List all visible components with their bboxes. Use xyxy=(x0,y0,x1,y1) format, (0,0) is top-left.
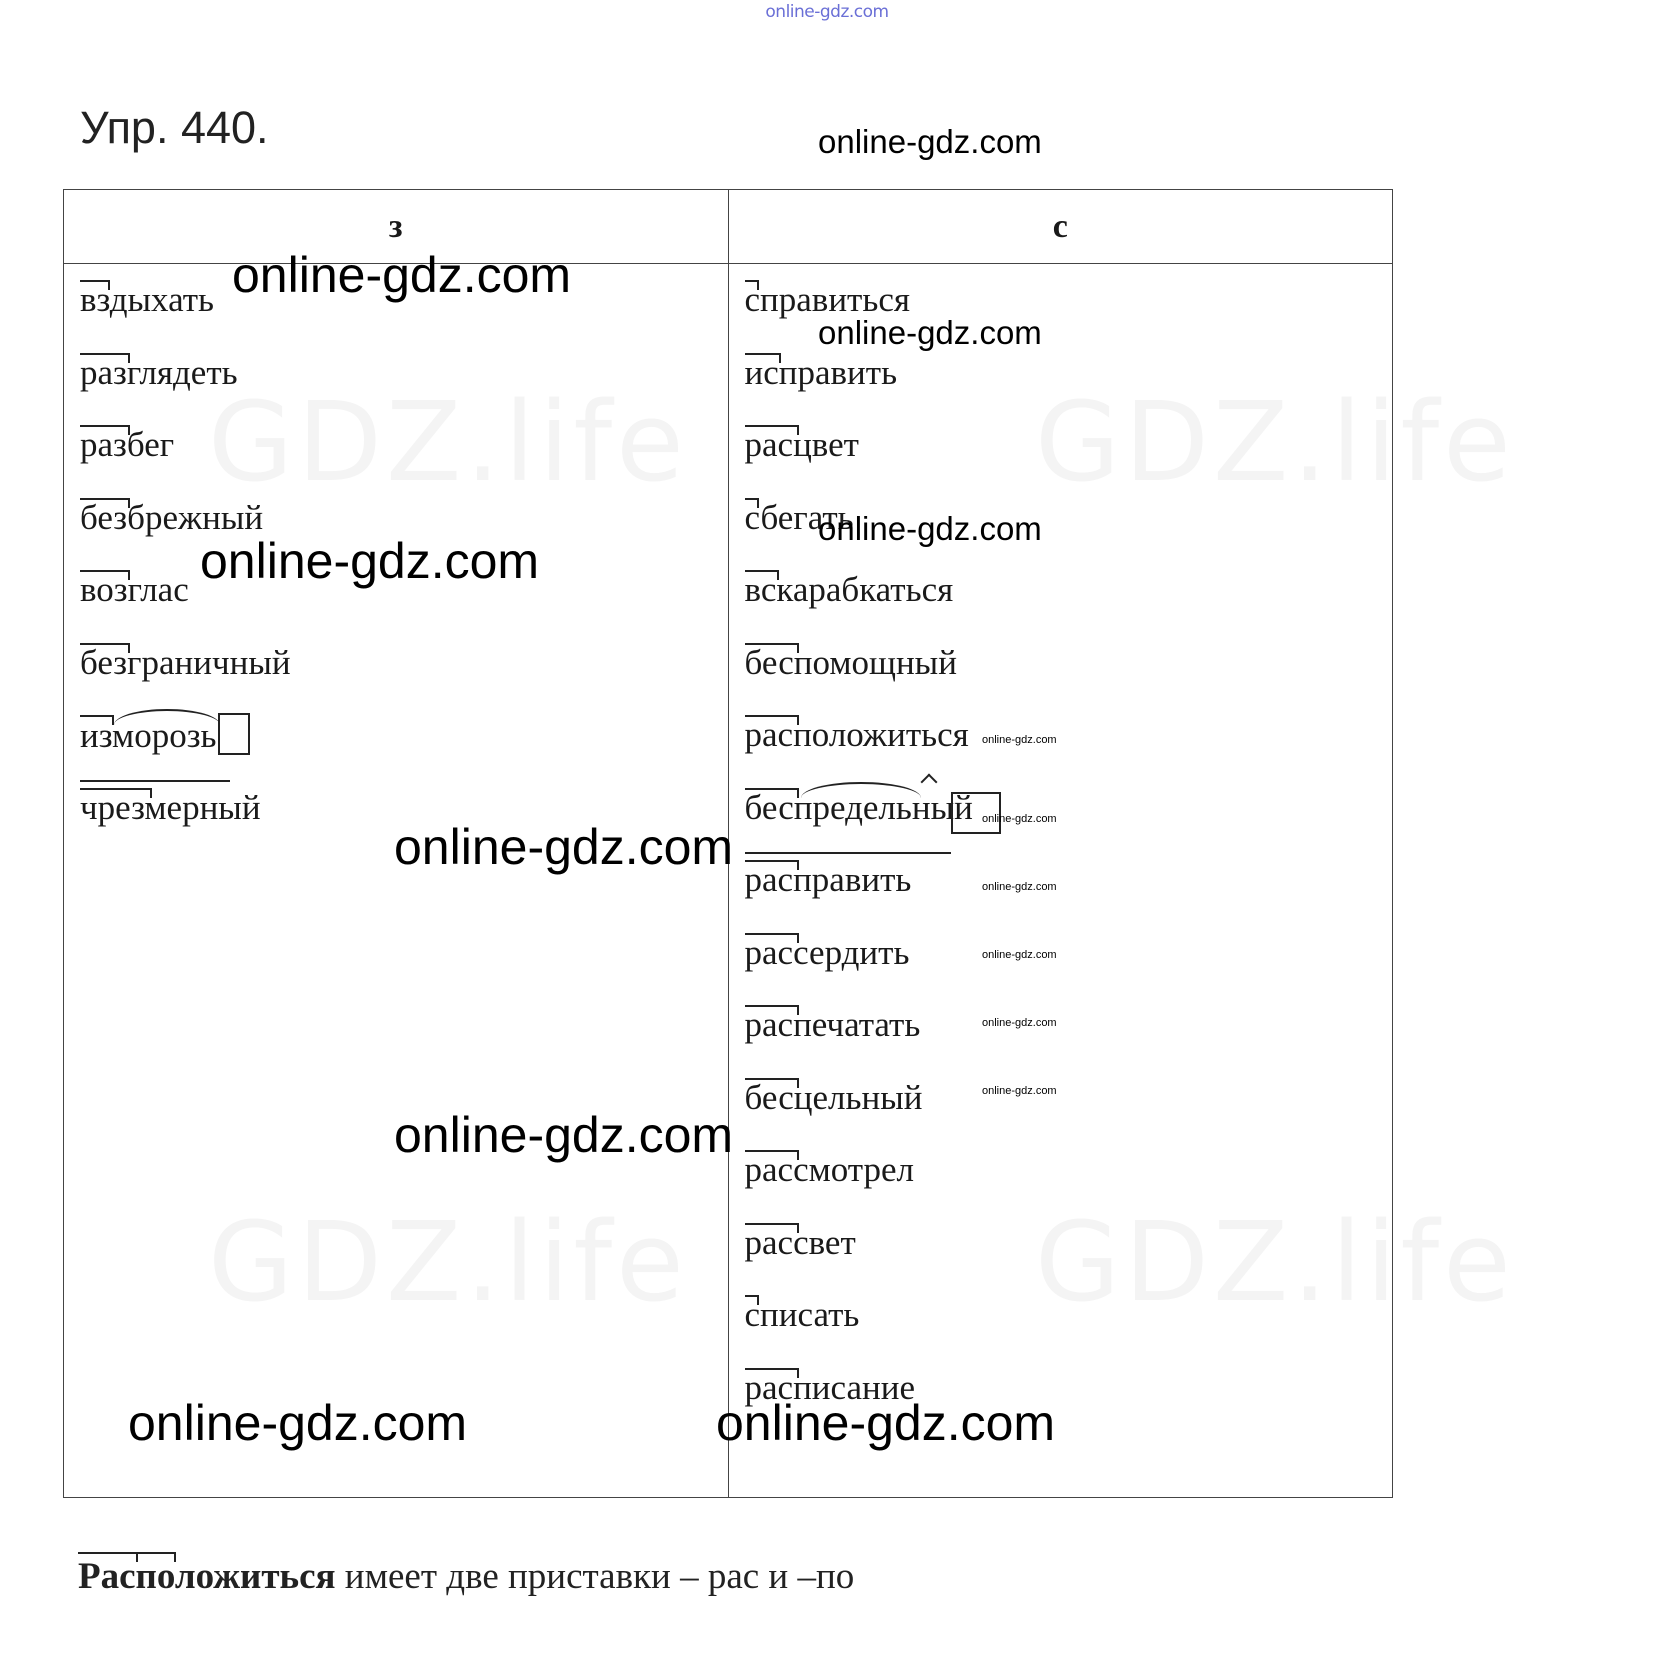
prefix-mark xyxy=(745,860,799,870)
prefix-mark xyxy=(138,1552,176,1562)
word: бесцельный xyxy=(744,1077,923,1117)
word: беспомощный xyxy=(744,642,957,682)
prefix-mark xyxy=(745,1005,799,1015)
prefix-mark xyxy=(745,1368,799,1378)
prefix-mark xyxy=(80,353,130,363)
word: распечатать xyxy=(744,1005,921,1044)
prefix-mark xyxy=(745,498,759,508)
list-item xyxy=(745,1293,1393,1366)
word: изморозь xyxy=(80,716,217,755)
word: разглядеть xyxy=(80,352,238,392)
list-item xyxy=(745,858,1393,931)
list-item xyxy=(80,713,728,786)
watermark: online-gdz.com xyxy=(394,819,734,875)
watermark: online-gdz.com xyxy=(982,949,1057,961)
word: безграничный xyxy=(80,642,291,682)
list-item xyxy=(745,786,1393,859)
top-watermark: online-gdz.com xyxy=(765,2,889,22)
word: рассердить xyxy=(744,932,910,972)
ghost-watermark: GDZ.life xyxy=(1035,1198,1515,1326)
word: возглас xyxy=(80,570,189,609)
column-header-z: з xyxy=(64,190,729,264)
word: безбрежный xyxy=(80,497,264,537)
word: чрезмерный xyxy=(80,787,261,827)
word: расцвет xyxy=(744,425,859,464)
word: исправить xyxy=(744,352,898,392)
word: рассвет xyxy=(744,1222,856,1262)
word: списать xyxy=(744,1295,860,1334)
stem-underline xyxy=(745,852,951,854)
prefix-mark xyxy=(745,643,799,653)
word: разбег xyxy=(80,425,175,464)
watermark: online-gdz.com xyxy=(982,1017,1057,1029)
word: вздыхать xyxy=(80,280,214,319)
watermark: online-gdz.com xyxy=(982,881,1057,893)
watermark: online-gdz.com xyxy=(200,533,540,589)
ghost-watermark: GDZ.life xyxy=(208,378,688,506)
prefix-mark xyxy=(80,788,152,798)
list-item xyxy=(745,1221,1393,1294)
ending-box xyxy=(218,713,250,755)
word: вскарабкаться xyxy=(744,570,954,609)
watermark: online-gdz.com xyxy=(982,734,1057,746)
prefix-mark xyxy=(745,1295,759,1305)
ghost-watermark: GDZ.life xyxy=(208,1198,688,1326)
prefix-mark xyxy=(80,643,130,653)
watermark: online-gdz.com xyxy=(818,510,1042,547)
list-item xyxy=(745,423,1393,496)
prefix-mark xyxy=(745,425,799,435)
list-item xyxy=(745,568,1393,641)
watermark: online-gdz.com xyxy=(818,123,1042,160)
word: рассмотрел xyxy=(744,1150,915,1189)
word: справиться xyxy=(744,280,910,319)
watermark: online-gdz.com xyxy=(716,1395,1056,1451)
prefix-mark xyxy=(745,788,799,798)
watermark: online-gdz.com xyxy=(982,1085,1057,1097)
word: сбегать xyxy=(744,497,854,537)
prefix-mark xyxy=(745,1150,799,1160)
prefix-mark xyxy=(745,280,759,290)
conclusion-bold-word xyxy=(78,1556,336,1597)
list-item xyxy=(745,1076,1393,1149)
column-s-list xyxy=(729,264,1393,1438)
conclusion-text xyxy=(78,1555,854,1598)
prefix-mark xyxy=(745,1223,799,1233)
column-z-cell xyxy=(64,264,729,1498)
prefix-mark xyxy=(78,1552,138,1562)
word: беспредельный xyxy=(744,787,973,827)
prefix-mark xyxy=(80,280,110,290)
prefix-mark xyxy=(80,570,130,580)
word: расписание xyxy=(744,1367,916,1407)
prefix-mark xyxy=(745,1078,799,1088)
stem-underline xyxy=(80,780,230,782)
list-item xyxy=(745,351,1393,424)
list-item xyxy=(745,1148,1393,1221)
list-item xyxy=(745,641,1393,714)
watermark: online-gdz.com xyxy=(394,1107,734,1163)
list-item xyxy=(745,1003,1393,1076)
word: расположиться xyxy=(744,715,969,754)
prefix-mark xyxy=(745,353,781,363)
prefix-mark xyxy=(745,570,779,580)
prefix-mark xyxy=(80,498,130,508)
conclusion-word: Расположиться xyxy=(78,1556,336,1597)
watermark: online-gdz.com xyxy=(232,247,572,303)
exercise-title: Упр. 440. xyxy=(80,102,269,153)
list-item xyxy=(745,713,1393,786)
prefix-mark xyxy=(80,715,114,725)
word: расправить xyxy=(744,860,912,899)
watermark: online-gdz.com xyxy=(128,1395,468,1451)
prefix-mark xyxy=(745,933,799,943)
watermark: online-gdz.com xyxy=(818,314,1042,351)
watermark: online-gdz.com xyxy=(982,813,1057,825)
list-item xyxy=(80,641,728,714)
conclusion-rest: имеет две приставки – рас и –по xyxy=(335,1556,855,1597)
list-item xyxy=(745,931,1393,1004)
prefix-mark xyxy=(80,425,130,435)
column-header-s: с xyxy=(728,190,1393,264)
list-item xyxy=(80,351,728,424)
ghost-watermark: GDZ.life xyxy=(1035,378,1515,506)
list-item xyxy=(80,423,728,496)
prefix-mark xyxy=(745,715,799,725)
column-s-cell xyxy=(728,264,1393,1498)
